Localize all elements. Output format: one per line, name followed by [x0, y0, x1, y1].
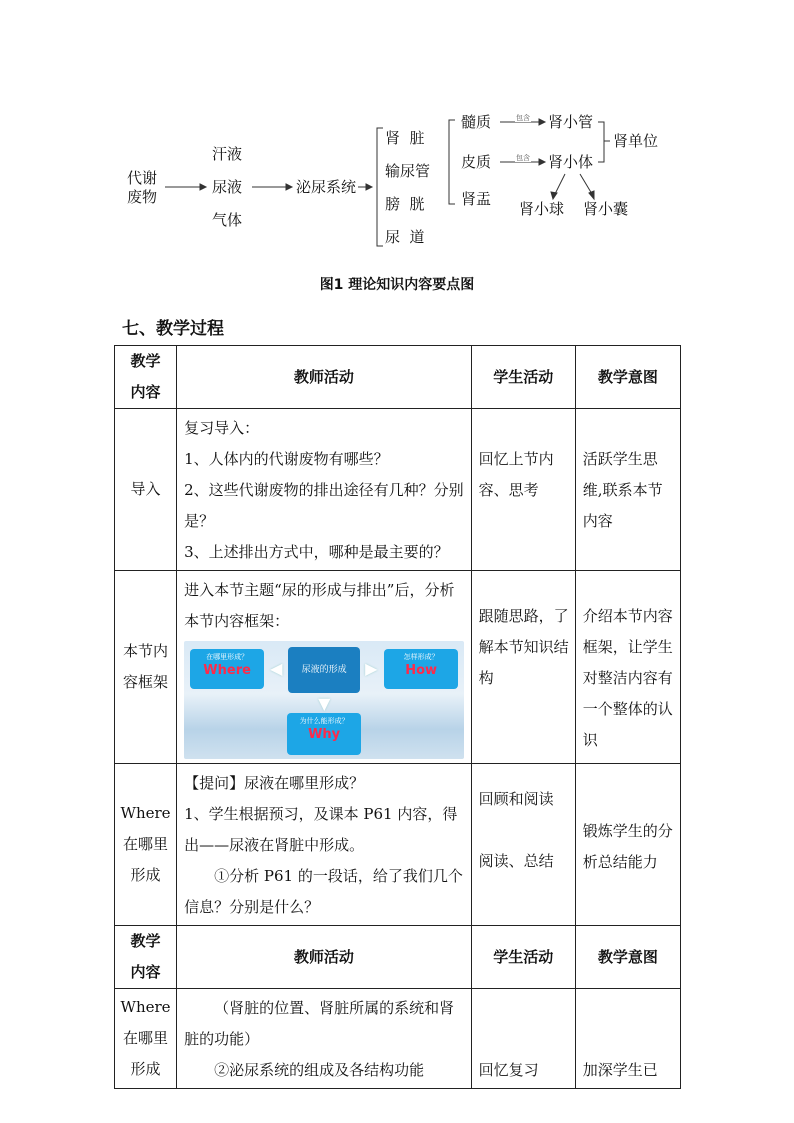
- capsule-label: 肾小囊: [583, 200, 629, 218]
- teacher-line: 复习导入：: [184, 419, 260, 437]
- row-intent: [575, 571, 680, 764]
- header-student: 学生活动: [471, 346, 575, 409]
- how-word: How: [405, 663, 438, 678]
- intent-text: 锻炼学生的分析总结能力: [582, 822, 673, 871]
- teacher-line: 1、学生根据预习，及课本 P61 内容，得出——尿液在肾脏中形成。: [184, 805, 458, 854]
- urine-label: 尿液: [212, 178, 243, 196]
- row-intent: [575, 989, 680, 1089]
- cortex-label: 皮质: [461, 153, 492, 171]
- concept-diagram: [0, 0, 794, 262]
- row-student: [471, 989, 575, 1089]
- urinary-system-label: 泌尿系统: [296, 178, 357, 196]
- header-teacher: 教师活动: [177, 346, 472, 409]
- row-teacher: [177, 764, 472, 926]
- teacher-line: 进入本节主题“尿的形成与排出”后，分析本节内容框架：: [184, 581, 455, 630]
- intent-text: 加深学生已: [582, 1061, 658, 1079]
- how-question: 怎样形成？: [403, 653, 439, 661]
- row-teacher: [177, 409, 472, 571]
- intent-text: 介绍本节内容框架，让学生对整洁内容有一个整体的认识: [582, 607, 673, 749]
- header-teacher: 教师活动: [177, 926, 472, 989]
- student-text: 阅读、总结: [478, 852, 554, 870]
- where-word: Where: [203, 663, 251, 678]
- row-intent: [575, 764, 680, 926]
- row-content: 导入: [115, 409, 177, 571]
- teacher-line: ②泌尿系统的组成及各结构功能: [214, 1061, 425, 1079]
- table-row: [115, 764, 681, 926]
- row-teacher: [177, 571, 472, 764]
- teacher-line: 【提问】尿液在哪里形成？: [184, 774, 365, 792]
- row-student: [471, 764, 575, 926]
- row-student: [471, 409, 575, 571]
- row-teacher: [177, 989, 472, 1089]
- teacher-line: 1、人体内的代谢废物有哪些？: [184, 450, 389, 468]
- why-word: Why: [308, 727, 341, 742]
- row-content: Where在哪里形成: [115, 989, 177, 1089]
- student-text: 回忆复习: [478, 1061, 539, 1079]
- left-arrow-icon: ◀: [270, 659, 283, 678]
- header-student: 学生活动: [471, 926, 575, 989]
- glomerulus-label: 肾小球: [519, 200, 565, 218]
- nephron-label: 肾单位: [613, 132, 659, 150]
- table-row: [115, 571, 681, 764]
- row-content: 本节内容框架: [115, 571, 177, 764]
- table-row: [115, 989, 681, 1089]
- student-text: 跟随思路，了解本节知识结构: [478, 607, 569, 687]
- urethra-label: 尿 道: [385, 228, 425, 246]
- kidney-organ-label: 肾 脏: [385, 129, 425, 147]
- right-arrow-icon: ▶: [365, 659, 378, 678]
- table-row: [115, 409, 681, 571]
- teacher-line: ①分析 P61 的一段话，给了我们几个信息？分别是什么？: [184, 867, 463, 916]
- teaching-process-table: [114, 345, 681, 1089]
- why-question: 为什么能形成？: [299, 717, 349, 725]
- teacher-line: 2、这些代谢废物的排出途径有几种？分别是？: [184, 481, 464, 530]
- row-intent: [575, 409, 680, 571]
- tubule-label: 肾小管: [548, 113, 594, 131]
- section-heading: 七、教学过程: [122, 319, 224, 339]
- sweat-label: 汗液: [212, 145, 243, 163]
- where-question: 在哪里形成？: [206, 653, 249, 661]
- contains-label-2: 包含: [516, 154, 530, 162]
- header-content: 教学 内容: [115, 346, 177, 409]
- student-text: 回顾和阅读: [478, 790, 554, 808]
- renal-pelvis-label: 肾盂: [461, 190, 492, 208]
- metabolic-waste-label-2: 废物: [127, 188, 158, 206]
- corpuscle-label: 肾小体: [548, 153, 594, 171]
- urine-formation-box: 尿液的形成: [288, 647, 360, 693]
- student-text: 回忆上节内容、思考: [478, 450, 554, 499]
- row-content: Where在哪里形成: [115, 764, 177, 926]
- how-box: [384, 649, 458, 689]
- where-box: [190, 649, 264, 689]
- header-content: 教学 内容: [115, 926, 177, 989]
- intent-text: 活跃学生思维,联系本节内容: [582, 450, 663, 530]
- metabolic-waste-label-1: 代谢: [127, 169, 158, 187]
- figure-caption: 图1 理论知识内容要点图: [319, 277, 475, 293]
- ureter-label: 输尿管: [385, 162, 431, 180]
- medulla-label: 髓质: [461, 113, 492, 131]
- teacher-line: 3、上述排出方式中，哪种是最主要的？: [184, 543, 449, 561]
- header-intent: 教学意图: [575, 926, 680, 989]
- bladder-label: 膀 胱: [385, 195, 425, 213]
- why-box: [287, 713, 361, 755]
- contains-label-1: 包含: [516, 114, 530, 122]
- down-arrow-icon: ▼: [318, 694, 331, 713]
- teacher-line: （肾脏的位置、肾脏所属的系统和肾脏的功能）: [184, 999, 455, 1048]
- table-header-row: [115, 926, 681, 989]
- row-student: [471, 571, 575, 764]
- gas-label: 气体: [212, 211, 243, 229]
- content-framework-image: [184, 641, 464, 759]
- table-header-row: [115, 346, 681, 409]
- header-intent: 教学意图: [575, 346, 680, 409]
